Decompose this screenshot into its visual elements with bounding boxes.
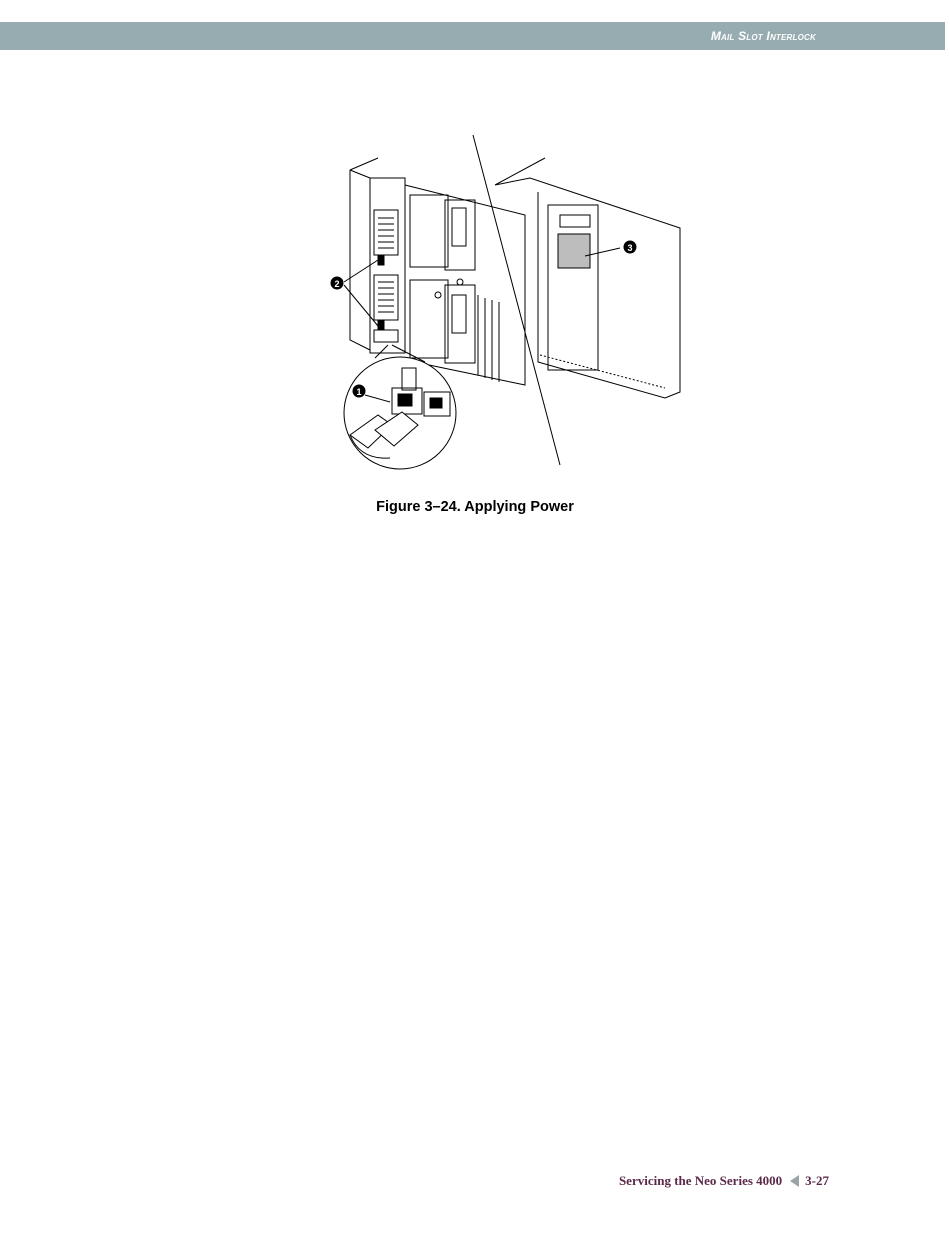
library-rear-front-drawing [330,130,682,475]
running-header-bar [0,22,945,50]
page-number: 3-27 [805,1173,829,1188]
page-arrow-icon [790,1175,799,1187]
figure-caption: Figure 3–24. Applying Power [376,499,574,515]
running-footer [619,1173,829,1189]
section-title: Mail Slot Interlock [710,29,816,43]
callout-3: 3 [627,243,633,253]
book-title: Servicing the Neo Series 4000 [618,1173,783,1188]
figure-illustration [330,130,682,475]
callout-1: 1 [356,387,362,397]
callout-2: 2 [334,279,340,289]
